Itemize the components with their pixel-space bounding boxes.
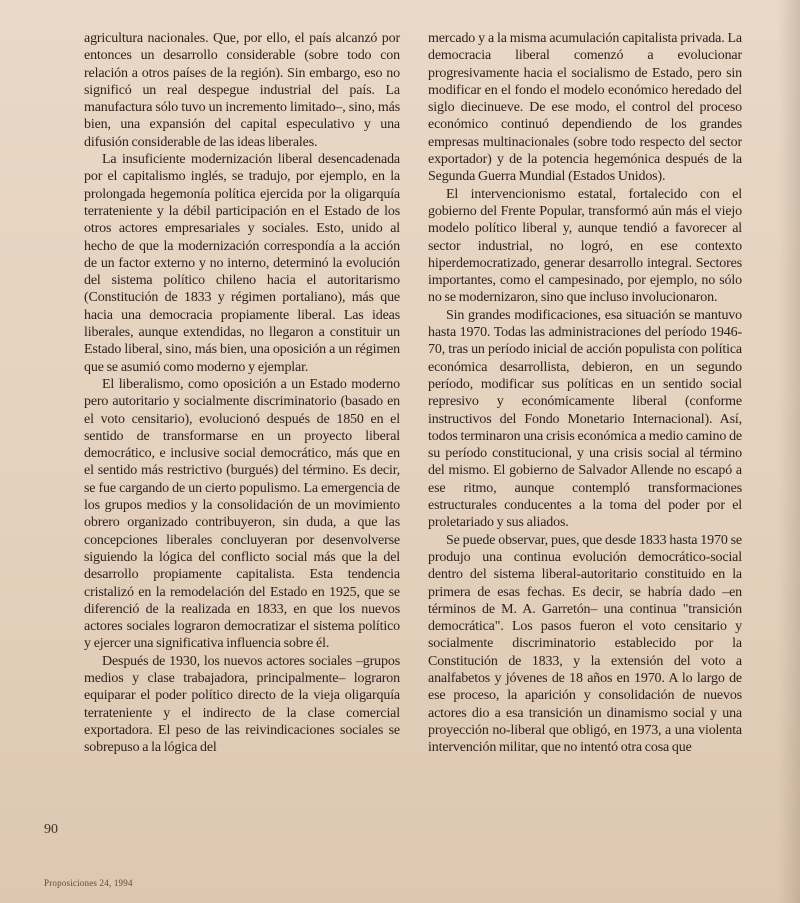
paragraph: Se puede observar, pues, que desde 1833 hasta 1970 se produjo una continua evolución democrático-social dentro del sistema liberal-autoritario constituido en la primera de esas fechas. Es decir, se habría dado –en términos de M. A. Garretón– una continua "transición democrática". Los pasos fueron el voto censitario y socialmente discriminatorio establecido por la Constitución de 1833, y la extensión del voto a analfabetos y jóvenes de 18 años en 1970. A lo largo de ese proceso, la aparición y consolidación de nuevos actores dio a esa transición un dinamismo social y una proyección no-liberal que obligó, en 1973, a una violenta intervención militar, que no intentó otra cosa que [428, 532, 742, 756]
paragraph: Sin grandes modificaciones, esa situación se mantuvo hasta 1970. Todas las administraciones del período 1946-70, tras un período inicial de acción populista con política económica desarrollista, debieron, en un segundo período, modificar sus políticas en un sentido social represivo y económicamente liberal (conforme instructivos del Fondo Monetario Internacional). Así, todos terminaron una crisis económica a medio camino de su período constitucional, y una crisis social al término del mismo. El gobierno de Salvador Allende no escapó a ese ritmo, aunque contempló transformaciones estructurales conducentes a la toma del poder por el proletariado y sus aliados. [428, 307, 742, 531]
page-number: 90 [44, 822, 58, 837]
paragraph: El liberalismo, como oposición a un Estado moderno pero autoritario y socialmente discriminatorio (basado en el voto censitario), evolucionó después de 1850 en el sentido de transformarse en un proyecto liberal democrático, e inclusive social democrático, más que en el sentido más restrictivo (burgués) del término. Es decir, se fue cargando de un cierto populismo. La emergencia de los grupos medios y la consolidación de un movimiento obrero organizado contribuyeron, sin duda, a que las concepciones liberales concluyeran por desenvolverse siguiendo la lógica del conflicto social más que la del desarrollo propiamente capitalista. Esta tendencia cristalizó en la remodelación del Estado en 1925, que se diferenció de la realizada en 1833, en que los nuevos actores sociales lograron democratizar el sistema político y ejercer una significativa influencia sobre él. [84, 376, 400, 652]
paragraph: El intervencionismo estatal, fortalecido con el gobierno del Frente Popular, transformó aún más el viejo modelo político liberal y, aunque tendió a favorecer al sector industrial, no logró, en ese contexto hiperdemocratizado, generar desarrollo integral. Sectores importantes, como el campesinado, por ejemplo, no sólo no se modernizaron, sino que incluso involucionaron. [428, 186, 742, 306]
footer-citation: Proposiciones 24, 1994 [44, 878, 133, 888]
paragraph: La insuficiente modernización liberal desencadenada por el capitalismo inglés, se tradujo, por ejemplo, en la prolongada hegemonía política ejercida por la oligarquía terrateniente y la débil participación en el Estado de los otros actores empresariales y sociales. Esto, unido al hecho de que la modernización correspondía a la acción de un factor externo y no interno, determinó la evolución del sistema político chileno hacia el autoritarismo (Constitución de 1833 y régimen portaliano), más que hacia una democracia propiamente liberal. Las ideas liberales, aunque extendidas, no llegaron a constituir un Estado liberal, sino, más bien, una oposición a un régimen que se asumió como moderno y ejemplar. [84, 152, 400, 375]
text-column-right [428, 30, 742, 756]
text-column-left [84, 30, 400, 756]
paragraph: Después de 1930, los nuevos actores sociales –grupos medios y clase trabajadora, principalmente– lograron equiparar el poder político directo de la vieja oligarquía terrateniente y el indirecto de la clase comercial exportadora. El peso de las reivindicaciones sociales se sobrepuso a la lógica del [84, 653, 400, 756]
paragraph: mercado y a la misma acumulación capitalista privada. La democracia liberal comenzó a evolucionar progresivamente hacia el socialismo de Estado, pero sin modificar en el fondo el modelo económico heredado del siglo diecinueve. De ese modo, el control del proceso económico continuó dependiendo de los grandes empresas multinacionales (sobre todo respecto del sector exportador) y de la potencia hegemónica después de la Segunda Guerra Mundial (Estados Unidos). [428, 31, 742, 185]
paragraph: agricultura nacionales. Que, por ello, el país alcanzó por entonces un desarrollo considerable (sobre todo con relación a otros países de la región). Sin embargo, eso no significó un real despegue industrial del país. La manufactura sólo tuvo un incremento limitado–, sino, más bien, una expansión del capital especulativo y una difusión considerable de las ideas liberales. [84, 31, 400, 150]
